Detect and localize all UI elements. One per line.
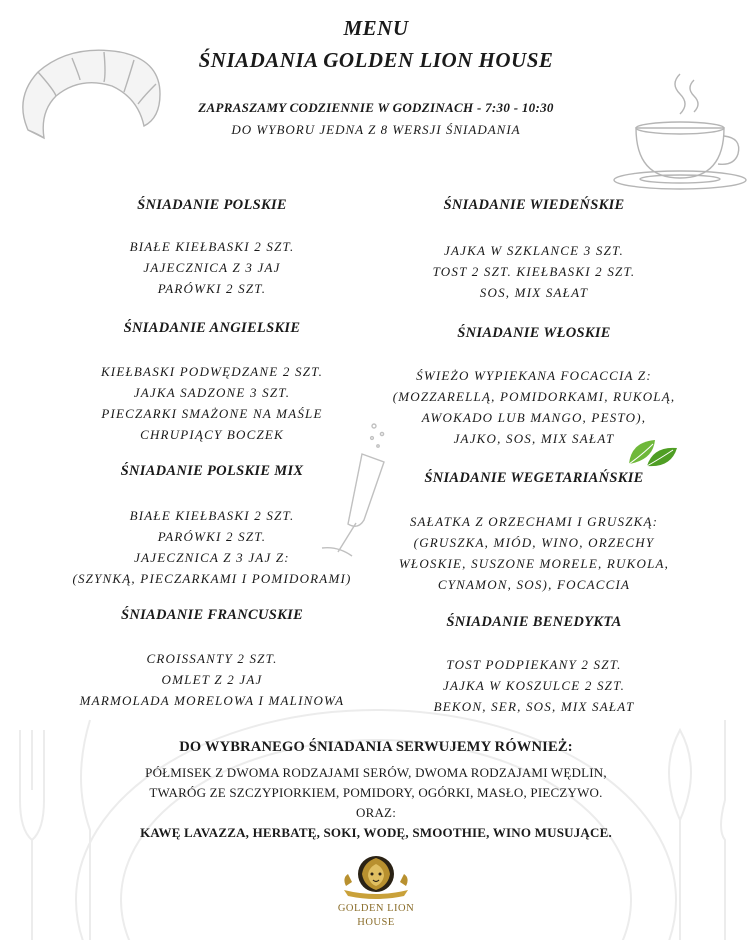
section-items (374, 654, 694, 717)
choice-note: DO WYBORU JEDNA Z 8 WERSJI ŚNIADANIA (231, 122, 521, 137)
menu-item: JAJKA W KOSZULCE 2 SZT. (442, 678, 626, 693)
menu-item: PARÓWKI 2 SZT. (157, 529, 267, 544)
extras-title: DO WYBRANEGO ŚNIADANIA SERWUJEMY RÓWNIEŻ: (179, 739, 573, 755)
menu-item: WŁOSKIE, SUSZONE MORELE, RUKOLA, (398, 556, 670, 571)
extras-line: TWARÓG ZE SZCZYPIORKIEM, POMIDORY, OGÓRKI, MASŁO, PIECZYWO. (149, 785, 603, 800)
section-title: ŚNIADANIE FRANCUSKIE (120, 607, 304, 623)
brand-subname: HOUSE (357, 917, 395, 928)
menu-item: PIECZARKI SMAŻONE NA MAŚLE (101, 406, 323, 421)
section-items (374, 511, 694, 595)
menu-item: SAŁATKA Z ORZECHAMI I GRUSZKĄ: (409, 514, 659, 529)
menu-item: JAJKA W SZKLANCE 3 SZT. (444, 243, 624, 258)
menu-item: JAJKO, SOS, MIX SAŁAT (453, 431, 615, 446)
section-title: ŚNIADANIE POLSKIE MIX (120, 463, 304, 479)
section-title: ŚNIADANIE BENEDYKTA (446, 614, 622, 630)
menu-item: OMLET Z 2 JAJ (161, 672, 263, 687)
section-items (52, 648, 372, 711)
menu-item: PARÓWKI 2 SZT. (157, 281, 267, 296)
menu-item: CHRUPIĄCY BOCZEK (140, 427, 284, 442)
menu-item: (MOZZARELLĄ, POMIDORKAMI, RUKOLĄ, (392, 389, 676, 404)
page-title: ŚNIADANIA GOLDEN LION HOUSE (198, 48, 554, 72)
brand-name: GOLDEN LION (337, 903, 415, 914)
extras-line: PÓŁMISEK Z DWOMA RODZAJAMI SERÓW, DWOMA RODZAJAMI WĘDLIN, (145, 765, 607, 780)
opening-hours: ZAPRASZAMY CODZIENNIE W GODZINACH - 7:30 - 10:30 (198, 100, 554, 115)
menu-item: (GRUSZKA, MIÓD, WINO, ORZECHY (413, 535, 655, 550)
section-items (52, 236, 372, 299)
section-items (374, 365, 694, 449)
section-items (52, 361, 372, 445)
menu-item: MARMOLADA MORELOWA I MALINOWA (79, 693, 345, 708)
section-title: ŚNIADANIE POLSKIE (137, 197, 287, 213)
section-items (374, 240, 694, 303)
menu-item: CROISSANTY 2 SZT. (146, 651, 278, 666)
menu-item: BIAŁE KIEŁBASKI 2 SZT. (129, 508, 295, 523)
menu-item: JAJECZNICA Z 3 JAJ (143, 260, 281, 275)
menu-item: CYNAMON, SOS), FOCACCIA (437, 577, 631, 592)
section-items (52, 505, 372, 589)
menu-item: ŚWIEŻO WYPIEKANA FOCACCIA Z: (416, 368, 652, 383)
menu-item: (SZYNKĄ, PIECZARKAMI I POMIDORAMI) (72, 571, 352, 586)
section-title: ŚNIADANIE WEGETARIAŃSKIE (424, 470, 644, 486)
extras-line: ORAZ: (356, 805, 396, 820)
menu-item: JAJECZNICA Z 3 JAJ Z: (134, 550, 290, 565)
menu-item: AWOKADO LUB MANGO, PESTO), (421, 410, 647, 425)
menu-item: JAJKA SADZONE 3 SZT. (133, 385, 291, 400)
menu-item: BIAŁE KIEŁBASKI 2 SZT. (129, 239, 295, 254)
menu-heading: MENU (343, 16, 409, 40)
section-title: ŚNIADANIE ANGIELSKIE (123, 320, 301, 336)
menu-item: TOST 2 SZT. KIEŁBASKI 2 SZT. (432, 264, 636, 279)
menu-item: KIEŁBASKI PODWĘDZANE 2 SZT. (100, 364, 324, 379)
section-title: ŚNIADANIE WIEDEŃSKIE (443, 197, 625, 213)
lion-logo-icon (340, 852, 412, 902)
extras-drinks: KAWĘ LAVAZZA, HERBATĘ, SOKI, WODĘ, SMOOTHIE, WINO MUSUJĄCE. (140, 825, 612, 840)
menu-item: TOST PODPIEKANY 2 SZT. (446, 657, 622, 672)
menu-item: BEKON, SER, SOS, MIX SAŁAT (433, 699, 635, 714)
section-title: ŚNIADANIE WŁOSKIE (457, 325, 611, 341)
menu-item: SOS, MIX SAŁAT (479, 285, 589, 300)
